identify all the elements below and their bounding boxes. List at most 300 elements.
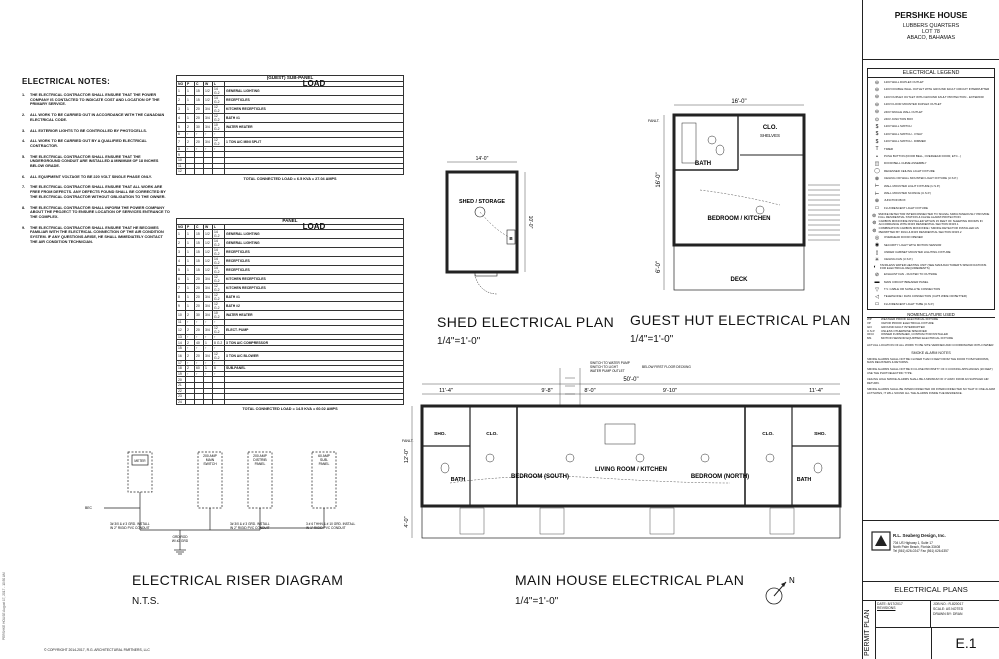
- side-stamp: PERSHKE HOUSE August 17, 2017 - 10:50 AM: [2, 572, 6, 640]
- note-number: 3.: [22, 128, 26, 133]
- wire3-label: IN 1" RIGID PVC CONDUIT: [306, 526, 346, 530]
- legend-text: EXHAUST FAN - DUCTED TO OUTSIDE: [884, 272, 938, 277]
- wire2-label: 3# 3/0 & # 3 GRD. INSTALL: [230, 522, 270, 526]
- table-cell: RECEPTICLES: [225, 257, 404, 266]
- table-cell: 15: [195, 96, 204, 105]
- table-cell: 20: [195, 137, 204, 146]
- legend-item: [870, 190, 992, 197]
- designer-line-3: Tel (561) 626-0247 Fax (561) 626-6357: [893, 549, 949, 554]
- wire1-label: IN 2" RIGID PVC CONDUIT: [110, 526, 150, 530]
- table-cell: 6: [177, 275, 186, 284]
- table-cell: ↑: [186, 320, 195, 326]
- table-cell: RECEPTICLES: [225, 96, 404, 105]
- note-item: [22, 206, 170, 220]
- table-row: [177, 311, 404, 320]
- table-cell: RECEPTICLES: [225, 248, 404, 257]
- col-p: P: [186, 81, 195, 87]
- legend-item: [870, 271, 992, 278]
- table-cell: 2: [186, 123, 195, 132]
- legend-item: [870, 242, 992, 249]
- legend-item: [870, 227, 992, 234]
- table-cell: [195, 169, 204, 175]
- table-cell: 20: [177, 377, 186, 383]
- legend-symbol-icon: •: [876, 153, 878, 160]
- legend-symbol-icon: ◯: [874, 168, 880, 175]
- hut-room-bedroom: BEDROOM / KITCHEN: [707, 216, 771, 222]
- table-row: [177, 266, 404, 275]
- table-cell: 2: [186, 137, 195, 146]
- table-cell: 3/4: [204, 275, 213, 284]
- table-cell: 1/2: [204, 248, 213, 257]
- table-cell: 30: [195, 311, 204, 320]
- legend-item: [870, 197, 992, 204]
- note-text: THE ELECTRICAL CONTRACTOR SHALL ENSURE THAT THE UNDERGROUND CONDUIT ARE INSTALLED A MINIMUM OF 18 INCHES BELOW GRADE.: [30, 154, 159, 169]
- table-cell: 3/4: [204, 114, 213, 123]
- table-cell: ↑: [204, 371, 213, 377]
- table-cell: 12 G.2: [213, 105, 225, 114]
- main-panel-schedule: [176, 218, 404, 411]
- table-cell: [204, 399, 213, 405]
- table-cell: 6: [177, 132, 186, 138]
- table-cell: 21: [177, 382, 186, 388]
- table-cell: 14 G.2: [213, 257, 225, 266]
- col-c: C: [195, 224, 204, 230]
- table-cell: ↑: [186, 360, 195, 366]
- note-item: [22, 139, 170, 148]
- legend-text: 120V WALL SWITCH - DIMMER: [884, 139, 926, 144]
- table-cell: 24: [177, 399, 186, 405]
- legend-item: [870, 205, 992, 212]
- table-cell: 1: [186, 266, 195, 275]
- table-cell: 1/2: [204, 96, 213, 105]
- main-house-scale: 1/4"=1'-0": [515, 596, 559, 607]
- legend-text: PUSH BUTTON (DOOR BELL, OVERHEAD DOOR, ETC...): [884, 154, 962, 158]
- project-address-3: ABACO, BAHAMAS: [906, 35, 956, 41]
- legend-symbol-icon: ✳: [874, 257, 880, 264]
- designer-line-2: North Palm Beach, Florida 33408: [893, 545, 941, 550]
- house-dim-2: 9'-8": [541, 388, 553, 394]
- hut-room-bath: BATH: [694, 161, 712, 167]
- electrical-notes: [22, 77, 170, 250]
- note-number: 4.: [22, 139, 26, 144]
- table-cell: ↑: [195, 371, 204, 377]
- note-text: ALL WORK TO BE CARRIED OUT BY A QUALIFIED ELECTRICAL CONTRACTOR.: [30, 139, 147, 148]
- smoke-note-item: SMOKE ALARMS SHALL NOT BE IN CLOSE PROXIMITY OF 3 COOKING APPLIANCES (20 FEET) USE THE PHOTOELECTRIC TYPE.: [867, 367, 993, 375]
- nomenclature-text: WEATHER PROOF ELECTRICAL FIXTURE: [881, 317, 939, 322]
- table-cell: 30: [195, 123, 204, 132]
- table-cell: 3 TON A/C COMPRESSOR: [225, 340, 404, 346]
- table-cell: [225, 399, 404, 405]
- guest-hut-plan: [640, 95, 855, 310]
- distrib-panel-label: DISTRIB: [253, 458, 267, 462]
- table-row: [177, 123, 404, 132]
- table-cell: ↑: [195, 320, 204, 326]
- table-cell: 19: [177, 371, 186, 377]
- table-cell: 3/4: [204, 351, 213, 360]
- table-cell: ↑: [204, 360, 213, 366]
- legend-text: TANKLESS WATER HEATING UNIT (SEE MANUFACTURER'S SPECIFICATIONS FOR ELECTRICAL REQUIREMENTS): [880, 263, 987, 271]
- table-cell: ↑: [186, 371, 195, 377]
- nomenclature-code: MS: [867, 336, 872, 341]
- col-w: W: [204, 81, 213, 87]
- legend-item: [870, 182, 992, 189]
- table-cell: ↑: [186, 345, 195, 351]
- sub-panel-label: 60 AMP: [318, 454, 330, 458]
- date-block: [875, 600, 931, 628]
- project-address-2: LOT 78: [922, 29, 940, 35]
- table-cell: ↑: [204, 132, 213, 138]
- table-cell: 6: [213, 366, 225, 372]
- legend-symbol-icon: ⊖: [874, 109, 880, 116]
- note-number: 1.: [22, 93, 26, 97]
- table-cell: 2: [186, 351, 195, 360]
- house-dim-1: 11'-4": [439, 388, 453, 394]
- drawn-by: DRAWN BY: DRAN: [933, 612, 963, 616]
- right-column: [862, 0, 999, 659]
- house-room-bath-south: BATH: [450, 477, 466, 483]
- designer-block: [863, 520, 999, 582]
- legend-symbol-icon: $: [875, 131, 879, 138]
- table-cell: [225, 169, 404, 175]
- legend-item: [870, 79, 992, 86]
- table-cell: 3 TON A/C BLOWER: [225, 351, 404, 360]
- legend-text: RECESSED CEILING LIGHT FIXTURE: [884, 168, 935, 173]
- table-cell: 3/4: [204, 311, 213, 320]
- note-text: THE ELECTRICAL CONTRACTOR SHALL ENSURE THAT HE BECOMES FAMILIAR WITH THE ELECTRICAL CONNECTION OF THE AIR CONDITION SYSTEM. IF ANY QUESTIONS ARISE, HE SHALL IMMEDIATELY CONTACT THE AIR CONDITION TECHNICIAN.: [30, 225, 164, 244]
- nomenclature-code: OFCI: [867, 332, 874, 337]
- table-cell: ELECT. PUMP: [225, 325, 404, 334]
- table-cell: GENERAL LIGHTING: [225, 230, 404, 239]
- sub-panel-label: PANEL: [318, 462, 330, 466]
- table-cell: ↑: [204, 320, 213, 326]
- wire1-label: 3# 3/0 & # 3 GRD. INSTALL: [110, 522, 150, 526]
- legend-symbol-icon: ⊕: [874, 197, 880, 204]
- hut-room-shelves: SHELVES: [760, 133, 780, 138]
- table-cell: 15: [195, 266, 204, 275]
- legend-symbol-icon: ⊢: [874, 183, 880, 190]
- legend-text: 240V JUNCTION BOX: [884, 117, 914, 122]
- table-cell: 1/2: [204, 239, 213, 248]
- note-text: THE ELECTRICAL CONTRACTOR SHALL ENSURE THAT THE POWER COMPANY IS CONTACTED TO INDICATE COST AND LOCATION OF THE PRIMARY SERVICE.: [30, 93, 160, 107]
- legend-text: SMOKE DETECTOR INTERCONNECTED TO SIGNAL SIMULTANEOUSLY PROVIDE FULL RESIDENTIAL STATION & FALSE ALARM PROTECTION: [878, 211, 990, 219]
- main-switch-label: SWITCH: [203, 462, 217, 466]
- table-cell: 1: [177, 87, 186, 96]
- col-p: P: [186, 224, 195, 230]
- table-cell: ↑: [213, 320, 225, 326]
- wire3-label: 3 # 6 THHN & # 10 GRD. INSTALL: [306, 522, 356, 526]
- legend-text: FLUORESCENT LIGHT FIXTURE: [884, 205, 928, 210]
- note-text: ALL EQUIPMENT VOLTAGE TO BE 220 VOLT SINGLE PHASE ONLY.: [30, 174, 152, 179]
- permit-label: PERMIT PLAN: [864, 609, 871, 656]
- table-cell: 20: [195, 114, 204, 123]
- table-cell: ↑: [213, 345, 225, 351]
- table-cell: ↑: [213, 334, 225, 340]
- shed-panel-label: B: [509, 236, 513, 241]
- smoke-notes-block: [867, 351, 995, 396]
- grd-label: GRD ROD: [172, 535, 188, 539]
- table-cell: 20: [195, 351, 204, 360]
- table-row: [177, 137, 404, 146]
- table-row: [177, 105, 404, 114]
- smoke-notes-title: SMOKE ALARM NOTES: [911, 350, 951, 355]
- table-cell: 20: [195, 293, 204, 302]
- legend-item: [870, 101, 992, 108]
- legend-symbol-icon: ⊖: [874, 94, 880, 101]
- table-cell: 12 G.2: [213, 137, 225, 146]
- table-cell: 15: [177, 345, 186, 351]
- designer-name: R.L. Seaberg Design, Inc.: [893, 533, 946, 538]
- project-block: [863, 0, 999, 60]
- riser-diagram: [80, 440, 380, 570]
- house-room-closet-south: CLO.: [486, 432, 498, 437]
- legend-item: [870, 234, 992, 241]
- table-cell: 23: [177, 394, 186, 400]
- legend-item: [870, 301, 992, 308]
- col-no: NO: [177, 224, 186, 230]
- main-switch-label: 200 AMP: [203, 454, 217, 458]
- table-cell: [213, 399, 225, 405]
- table-cell: 1: [186, 87, 195, 96]
- legend-text: TELEPHONE / DATA CONNECTION (CAT5 WIRE OR BETTER): [884, 294, 967, 299]
- legend-text: SECURITY LIGHT WITH MOTION SENSOR: [884, 242, 942, 247]
- table-cell: 1: [186, 248, 195, 257]
- project-address-1: LUBBERS QUARTERS: [902, 23, 960, 29]
- table-cell: 1: [186, 114, 195, 123]
- table-cell: GENERAL LIGHTING: [225, 239, 404, 248]
- table-cell: BATH #1: [225, 114, 404, 123]
- notes-list: [22, 93, 170, 244]
- note-number: 8.: [22, 205, 26, 210]
- table-cell: 1/2: [204, 87, 213, 96]
- table-cell: 2: [177, 239, 186, 248]
- load-header: LOAD: [225, 224, 404, 230]
- legend-text: CEILING OR WALL MOUNTED LIGHT FIXTURE (U.S.P.): [884, 176, 958, 181]
- table-cell: WATER HEATER: [225, 123, 404, 132]
- legend-symbol-icon: ⊘: [874, 271, 880, 278]
- table-cell: 2: [186, 311, 195, 320]
- table-cell: 5: [177, 123, 186, 132]
- table-cell: 1: [186, 239, 195, 248]
- table-row: [177, 293, 404, 302]
- table-row: [177, 248, 404, 257]
- house-dim-4: 9'-10": [662, 388, 678, 394]
- table-cell: 10 G.2: [213, 311, 225, 320]
- main-house-title: MAIN HOUSE ELECTRICAL PLAN: [515, 572, 745, 588]
- note-number: 2.: [22, 113, 26, 118]
- table-cell: 1: [186, 230, 195, 239]
- table-row: [177, 239, 404, 248]
- table-cell: 8 G.2: [213, 340, 225, 346]
- hut-fan-label: FANLT.: [648, 119, 660, 123]
- table-cell: 1: [204, 340, 213, 346]
- house-room-closet-north: CLO.: [762, 432, 774, 437]
- table-cell: 7: [177, 284, 186, 293]
- smoke-note-item: SMOKE ALARMS SHALL BE INTERCONNECTED OR INTERCONNECTED SO THAT IF ONE ALARM ACTIVATES, IT WILL SOUND ALL THE ALARMS INSIDE THE RESIDENCE.: [867, 387, 995, 396]
- col-w: W: [204, 224, 213, 230]
- legend-text: 120V DUPLEX OUTLET WITH GROUND FAULT PROTECTION - EXTERIOR: [884, 94, 984, 99]
- table-cell: KITCHEN RECEPTICLES: [225, 105, 404, 114]
- legend-item: [870, 123, 992, 130]
- legend-text: TIMER: [884, 146, 893, 151]
- legend-box: [867, 68, 995, 310]
- distrib-panel-label: PANEL: [254, 462, 266, 466]
- table-cell: 4: [177, 114, 186, 123]
- house-dim-total: 50'-0": [623, 377, 639, 383]
- table-cell: KITCHEN RECEPTICLES: [225, 275, 404, 284]
- table-cell: ↑: [186, 334, 195, 340]
- guest-panel-total: TOTAL CONNECTED LOAD = 6.5 KVA = 27.04 AMPS: [243, 176, 337, 181]
- switch-note-1: SWITCH TO WATER PUMP: [590, 361, 630, 365]
- load-header: LOAD: [225, 81, 404, 87]
- legend-symbol-icon: ▭: [874, 205, 880, 212]
- legend-symbol-icon: ⊖: [874, 87, 880, 94]
- table-cell: 12 G.2: [213, 275, 225, 284]
- house-room-bath-north: BATH: [796, 477, 812, 483]
- table-cell: 12 G.2: [213, 284, 225, 293]
- table-cell: 15: [195, 230, 204, 239]
- table-row: [177, 87, 404, 96]
- house-dim-height: 12'-0": [404, 448, 410, 464]
- table-cell: 10: [177, 157, 186, 163]
- table-row: [177, 257, 404, 266]
- north-arrow-icon: [760, 570, 800, 610]
- legend-text: OVERHEAD DOOR OPENER: [884, 235, 923, 240]
- note-number: 9.: [22, 225, 26, 230]
- main-switch-label: MAIN: [205, 458, 215, 462]
- legend-item: [870, 116, 992, 123]
- table-cell: 20: [195, 302, 204, 311]
- table-cell: 1: [186, 293, 195, 302]
- table-cell: ↑: [195, 360, 204, 366]
- table-cell: 3/4: [204, 293, 213, 302]
- legend-text: FLUORESCENT LIGHT TUBE (U.S.P.): [884, 301, 934, 306]
- shed-scale: 1/4"=1'-0": [437, 336, 481, 347]
- smoke-notes-list: [867, 358, 995, 396]
- table-row: [177, 96, 404, 105]
- legend-symbol-icon: ▭: [874, 301, 880, 308]
- legend-text: CEILING FAN (U.S.P.): [884, 257, 913, 262]
- legend-item: [870, 146, 992, 153]
- designer-line-1: 704 US Highway 1, Suite 17: [893, 541, 933, 545]
- table-cell: ↑: [213, 360, 225, 366]
- shed-dim-height: 10'-0": [527, 215, 533, 229]
- legend-text: 120V FLOOR MOUNTED DUPLEX OUTLET: [884, 102, 942, 107]
- house-dim-3: 8'-0": [584, 388, 596, 394]
- legend-text: T.V. CABLE OR SATELLITE CONNECTION: [884, 287, 941, 292]
- legend-text: 240V SINGLE WALL OUTLET: [884, 109, 923, 114]
- designer-logo-icon: [871, 531, 891, 551]
- legend-symbol-icon: ▽: [875, 286, 879, 293]
- table-cell: 3/4: [204, 284, 213, 293]
- legend-symbol-icon: ⊢: [874, 190, 880, 197]
- hut-dim-height: 16'-0": [656, 172, 662, 188]
- table-cell: 14 G.2: [213, 87, 225, 96]
- scale-value: SCALE: AS NOTED: [933, 607, 964, 611]
- table-cell: 1 TON A/C MINI SPLIT: [225, 137, 404, 146]
- table-cell: 14 G.2: [213, 96, 225, 105]
- nomenclature-block: [867, 312, 995, 347]
- table-row: [177, 399, 404, 405]
- shed-dim-width: 14'-0": [475, 156, 489, 162]
- nomenclature-note: ACTUAL LOCATION OF ALL WORK TO BE SITE VERIFIED AND COORDINATED WITH OWNER: [867, 342, 994, 347]
- table-cell: 1/2: [204, 230, 213, 239]
- note-item: [22, 185, 170, 199]
- table-cell: RECEPTICLES: [225, 266, 404, 275]
- table-cell: 1: [204, 366, 213, 372]
- table-cell: 15: [195, 239, 204, 248]
- legend-symbol-icon: ⊚: [872, 227, 877, 234]
- nomenclature-text: OWNER FURNISHED, CONTRACTOR INSTALLED: [881, 332, 949, 337]
- legend-symbol-icon: ⊚: [872, 212, 877, 219]
- legend-text: CARBON MONOXIDE INSTALLED WITHIN 15 FEET OF SLEEPING ROOMS IN ACCORDANCE WITH R315 RESIDENTIAL SECTION R315.1: [878, 218, 983, 227]
- table-cell: SUB-PANEL: [225, 366, 404, 372]
- house-dim-porch: 4'-0": [404, 516, 410, 528]
- table-cell: 15: [195, 248, 204, 257]
- house-fan-label: FANLT.: [402, 439, 414, 443]
- shed-room-label: SHED / STORAGE: [458, 199, 506, 205]
- table-cell: 20: [195, 275, 204, 284]
- legend-item: [870, 249, 992, 256]
- job-number: JOB NO.: R-820017: [933, 602, 964, 606]
- legend-text: JUNCTION BOX: [884, 198, 906, 203]
- table-cell: 5: [177, 266, 186, 275]
- legend-symbol-icon: T: [875, 146, 879, 153]
- note-item: [22, 155, 170, 169]
- shed-title: SHED ELECTRICAL PLAN: [437, 314, 615, 330]
- table-cell: 1/2: [204, 257, 213, 266]
- legend-symbol-icon: ⊗: [874, 175, 880, 182]
- legend-symbol-icon: ▯: [875, 249, 879, 256]
- table-cell: 3/4: [204, 105, 213, 114]
- hut-dim-deck: 6'-0": [656, 261, 662, 273]
- table-cell: 10 G.2: [213, 123, 225, 132]
- table-cell: 3/4: [204, 325, 213, 334]
- table-cell: 12 G.2: [213, 302, 225, 311]
- main-panel-title: PANEL: [177, 219, 404, 225]
- legend-symbol-icon: ⊖: [874, 79, 880, 86]
- legend-text: MAIN CIRCUIT BREAKER PANEL: [884, 279, 929, 284]
- table-cell: 14 G.2: [213, 239, 225, 248]
- table-cell: ↑: [204, 334, 213, 340]
- table-cell: 14: [177, 340, 186, 346]
- legend-symbol-icon: ⊚: [872, 220, 877, 227]
- note-text: ALL WORK TO BE CARRIED OUT IN ACCORDANCE WITH THE CANADIAN ELECTRICAL CODE.: [30, 113, 165, 122]
- legend-symbol-icon: ◉: [874, 242, 880, 249]
- table-row: [177, 230, 404, 239]
- col-no: NO: [177, 81, 186, 87]
- house-room-shower-north: SHO.: [814, 432, 826, 437]
- table-row: [177, 284, 404, 293]
- table-cell: [186, 169, 195, 175]
- legend-item: [870, 109, 992, 116]
- legend-symbol-icon: ◫: [874, 160, 880, 167]
- table-cell: 60: [195, 366, 204, 372]
- note-item: [22, 129, 170, 134]
- legend-item: [870, 94, 992, 101]
- house-dim-5: 11'-4": [809, 388, 823, 394]
- table-row: [177, 114, 404, 123]
- below-floor-note: BELOW FIRST FLOOR DECKING: [642, 365, 691, 369]
- legend-item: [870, 160, 992, 167]
- nomenclature-list: [867, 318, 995, 341]
- table-cell: ↑: [195, 132, 204, 138]
- table-cell: ↑: [204, 345, 213, 351]
- table-cell: 15: [195, 87, 204, 96]
- switch-note-2: SWITCH TO LIGHT: [590, 365, 619, 369]
- table-cell: 40: [195, 340, 204, 346]
- legend-text: 120V DOUBLE WALL OUTLET WITH GROUND FAULT CIRCUIT INTERRUPTER: [884, 87, 990, 92]
- legend-text: COMBINATION CARBON MONOXIDE / SMOKE DETECTOR INSTALLED AS PERMITTED BY R314 & R315 RESIDENTIAL SECTION R315.2: [878, 226, 979, 234]
